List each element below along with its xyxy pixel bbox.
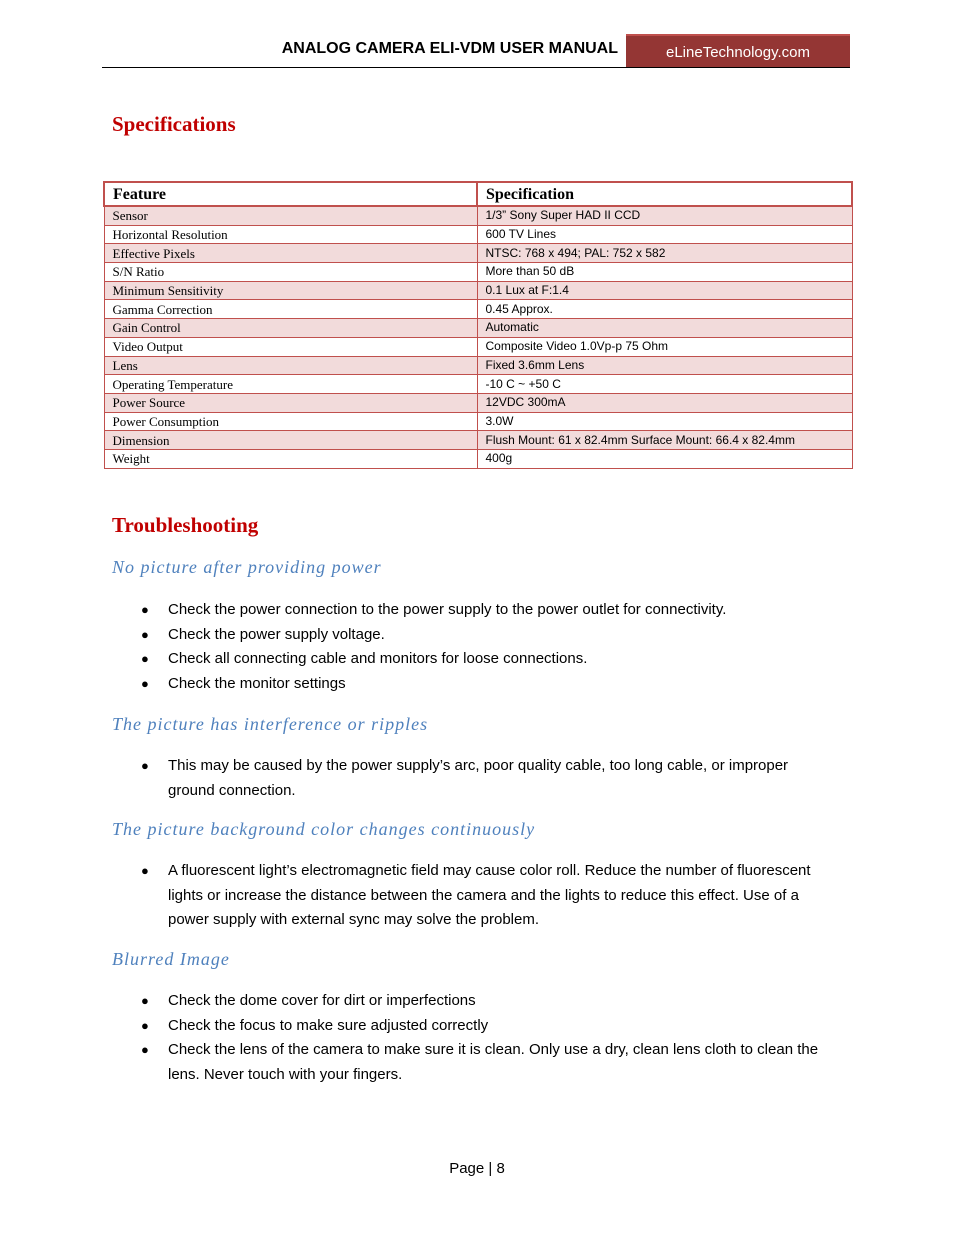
spec-cell: 400g xyxy=(477,449,852,468)
bullet-icon: ● xyxy=(141,993,149,1008)
feature-cell: Power Source xyxy=(104,393,477,412)
bullet-icon: ● xyxy=(141,1017,149,1033)
spec-cell: NTSC: 768 x 494; PAL: 752 x 582 xyxy=(477,244,852,263)
table-row xyxy=(104,393,852,412)
spec-cell: More than 50 dB xyxy=(477,263,852,282)
bullet-icon: ● xyxy=(141,602,149,617)
column-header-feature: Feature xyxy=(104,182,477,206)
table-row xyxy=(104,375,852,394)
feature-cell: Dimension xyxy=(104,431,477,450)
section-heading-color-changes: The picture background color changes continuously xyxy=(112,819,536,839)
list-item xyxy=(141,859,828,933)
list-item-text: Check the lens of the camera to make sure it is clean. Only use a dry, clean lens cloth to clean the lens. Never touch with your fingers. xyxy=(168,1041,819,1083)
feature-cell: Gain Control xyxy=(104,319,477,338)
spec-cell: Composite Video 1.0Vp-p 75 Ohm xyxy=(477,337,852,356)
list-item xyxy=(141,1038,828,1087)
table-row xyxy=(104,431,852,450)
list-item-text: Check the focus to make sure adjusted correctly xyxy=(168,1016,489,1034)
feature-cell: Power Consumption xyxy=(104,412,477,431)
section-heading-no-picture: No picture after providing power xyxy=(112,557,382,577)
bullet-list-interference xyxy=(141,754,828,803)
spec-cell: -10 C ~ +50 C xyxy=(477,375,852,394)
bullet-list-no-picture xyxy=(141,598,828,696)
list-item xyxy=(141,754,828,803)
page-number: Page | 8 xyxy=(449,1160,505,1177)
feature-cell: Gamma Correction xyxy=(104,300,477,319)
bullet-icon: ● xyxy=(141,758,149,773)
list-item xyxy=(141,598,828,623)
spec-cell: Flush Mount: 61 x 82.4mm Surface Mount: 66.4 x 82.4mm xyxy=(477,431,852,450)
bullet-icon: ● xyxy=(141,626,149,642)
column-header-specification: Specification xyxy=(477,182,852,206)
feature-cell: Horizontal Resolution xyxy=(104,225,477,244)
feature-cell: Weight xyxy=(104,449,477,468)
spec-cell: Fixed 3.6mm Lens xyxy=(477,356,852,375)
bullet-icon: ● xyxy=(141,675,149,691)
table-row xyxy=(104,319,852,338)
table-row xyxy=(104,244,852,263)
bullet-list-color-changes xyxy=(141,859,828,933)
list-item-text: A fluorescent light’s electromagnetic field may cause color roll. Reduce the number of fluorescent lights or increase the distance between the camera and the lights to reduce this effect. Use of a power supply with external sync may solve the problem. xyxy=(168,862,811,929)
feature-cell: S/N Ratio xyxy=(104,263,477,282)
list-item-text: Check the power supply voltage. xyxy=(168,625,385,643)
bullet-list-blurred-image xyxy=(141,989,828,1087)
feature-cell: Minimum Sensitivity xyxy=(104,281,477,300)
list-item-text: Check the monitor settings xyxy=(168,674,346,692)
bullet-icon: ● xyxy=(141,651,149,667)
header-title: ANALOG CAMERA ELI-VDM USER MANUAL xyxy=(281,40,618,57)
spec-cell: 600 TV Lines xyxy=(477,225,852,244)
list-item xyxy=(141,623,828,648)
feature-cell: Operating Temperature xyxy=(104,375,477,394)
spec-cell: 0.1 Lux at F:1.4 xyxy=(477,281,852,300)
table-header-row xyxy=(104,182,852,206)
table-row xyxy=(104,449,852,468)
list-item xyxy=(141,672,828,697)
spec-cell: 1/3” Sony Super HAD II CCD xyxy=(477,206,852,225)
header-rule xyxy=(102,67,850,68)
spec-cell: 3.0W xyxy=(477,412,852,431)
table-row xyxy=(104,206,852,225)
bullet-icon: ● xyxy=(141,1042,149,1058)
list-item-text: This may be caused by the power supply’s arc, poor quality cable, too long cable, or improper ground connection. xyxy=(168,757,789,799)
list-item xyxy=(141,989,828,1014)
troubleshooting-title: Troubleshooting xyxy=(112,513,259,537)
section-heading-interference: The picture has interference or ripples xyxy=(112,714,429,734)
list-item xyxy=(141,647,828,672)
list-item-text: Check the power connection to the power supply to the power outlet for connectivity. xyxy=(168,601,727,618)
spec-cell: Automatic xyxy=(477,319,852,338)
table-row xyxy=(104,337,852,356)
table-row xyxy=(104,356,852,375)
table-row xyxy=(104,281,852,300)
specifications-table xyxy=(103,181,853,469)
feature-cell: Lens xyxy=(104,356,477,375)
header-badge: eLineTechnology.com xyxy=(626,34,850,68)
feature-cell: Sensor xyxy=(104,206,477,225)
feature-cell: Effective Pixels xyxy=(104,244,477,263)
specifications-title: Specifications xyxy=(112,112,236,136)
bullet-icon: ● xyxy=(141,863,149,878)
section-heading-blurred-image: Blurred Image xyxy=(112,949,230,969)
spec-cell: 12VDC 300mA xyxy=(477,393,852,412)
table-row xyxy=(104,263,852,282)
list-item-text: Check the dome cover for dirt or imperfections xyxy=(168,992,476,1009)
feature-cell: Video Output xyxy=(104,337,477,356)
spec-cell: 0.45 Approx. xyxy=(477,300,852,319)
list-item xyxy=(141,1014,828,1039)
list-item-text: Check all connecting cable and monitors for loose connections. xyxy=(168,650,588,668)
table-row xyxy=(104,225,852,244)
table-row xyxy=(104,412,852,431)
table-row xyxy=(104,300,852,319)
